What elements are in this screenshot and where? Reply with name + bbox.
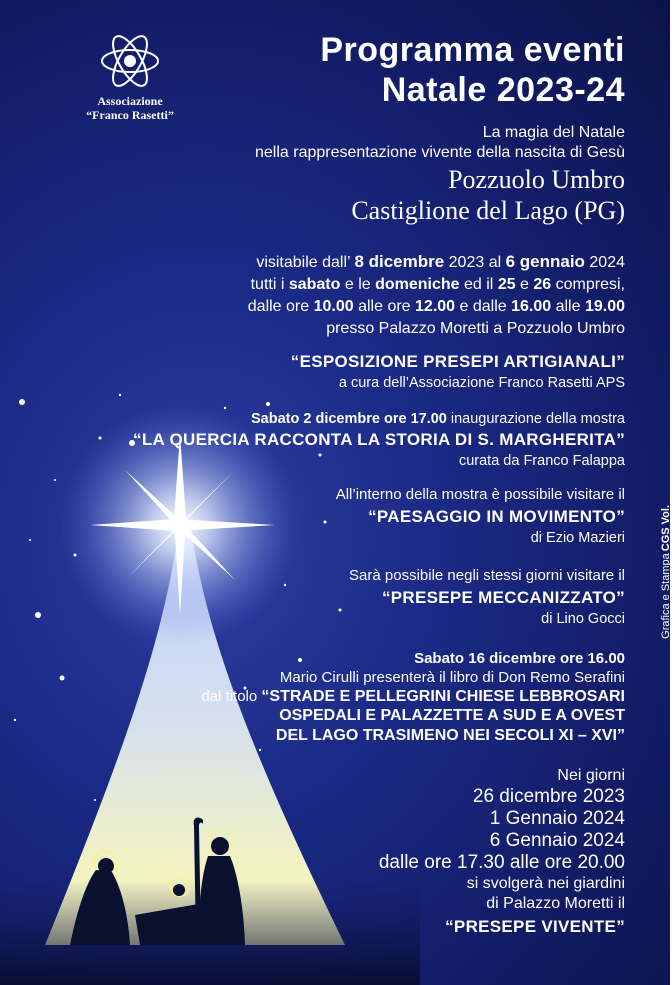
event4-line2a: dal titolo [201, 688, 262, 705]
credit-brand: CGS Vol. [660, 505, 672, 552]
event4-date: Sabato 16 dicembre ore 16.00 [414, 650, 625, 667]
event4-title-line2: OSPEDALI E PALAZZETTE A SUD E A OVEST [279, 707, 625, 724]
schedule-text: ed il [459, 276, 498, 293]
event5-date1: 26 dicembre 2023 [472, 786, 625, 807]
opening-schedule [248, 251, 625, 340]
schedule-bold: domeniche [375, 276, 460, 293]
exhibition-organizer: a cura dell’Associazione Franco Rasetti APS [338, 375, 625, 391]
event5-title: “PRESEPE VIVENTE” [445, 917, 625, 936]
event-book-presentation [201, 649, 625, 746]
start-date: 8 dicembre [354, 252, 445, 271]
print-credit [660, 505, 672, 639]
schedule-bold: 19.00 [584, 298, 625, 315]
schedule-text: alle [551, 298, 585, 315]
event1-date: Sabato 2 dicembre ore 17.00 [251, 411, 447, 427]
event2-title: “PAESAGGIO IN MOVIMENTO” [368, 507, 625, 526]
event3-intro: Sarà possibile negli stessi giorni visitare il [349, 567, 625, 584]
exhibition-block [291, 352, 625, 392]
event1-desc: inaugurazione della mostra [446, 411, 625, 427]
subtitle-line2: nella rappresentazione vivente della nascita di Gesù [254, 144, 625, 161]
logo-line1: Associazione [97, 94, 163, 108]
credit-text: Grafica e Stampa [660, 553, 672, 639]
event2-intro: All’interno della mostra è possibile visitare il [335, 486, 625, 503]
event3-title: “PRESEPE MECCANIZZATO” [381, 588, 625, 607]
schedule-text: 2024 [584, 254, 625, 271]
event1-title: “LA QUERCIA RACCONTA LA STORIA DI S. MARGHERITA” [133, 430, 625, 449]
schedule-bold: 25 [497, 276, 516, 293]
event5-hours: dalle ore 17.30 alle ore 20.00 [378, 852, 625, 873]
venue: presso Palazzo Moretti a Pozzuolo Umbro [326, 320, 625, 337]
event4-title-line1: “STRADE E PELLEGRINI CHIESE LEBBROSARI [261, 688, 625, 705]
schedule-bold: 26 [533, 276, 552, 293]
exhibition-title: “ESPOSIZIONE PRESEPI ARTIGIANALI” [290, 352, 625, 371]
event5-date3: 6 Gennaio 2024 [489, 830, 625, 851]
schedule-bold: 16.00 [511, 298, 552, 315]
schedule-bold: 12.00 [415, 298, 456, 315]
association-logo [80, 30, 180, 122]
location-line2: Castiglione del Lago (PG) [351, 196, 625, 225]
schedule-text: tutti i [250, 276, 289, 293]
title-line1: Programma eventi [320, 31, 625, 69]
title-line2: Natale 2023-24 [381, 71, 625, 109]
schedule-text: e [515, 276, 534, 293]
event-presepe-meccanizzato [349, 566, 625, 628]
subtitle-line1: La magia del Natale [482, 124, 625, 141]
schedule-bold: 10.00 [313, 298, 354, 315]
subtitle [255, 123, 625, 163]
event-inauguration [133, 410, 625, 470]
schedule-text: 2023 al [444, 254, 506, 271]
event1-curator: curata da Franco Falappa [458, 453, 625, 469]
schedule-text: visitabile dall’ [256, 254, 355, 271]
schedule-text: dalle ore [247, 298, 314, 315]
page-title [320, 30, 625, 110]
logo-line2: “Franco Rasetti” [86, 108, 174, 122]
event5-date2: 1 Gennaio 2024 [489, 808, 625, 829]
event3-author: di Lino Gocci [541, 611, 625, 627]
event5-intro: Nei giorni [557, 767, 625, 784]
end-date: 6 gennaio [505, 252, 585, 271]
event2-author: di Ezio Mazieri [530, 530, 625, 546]
schedule-text: e le [340, 276, 376, 293]
atom-logo-icon [97, 30, 163, 92]
schedule-bold: sabato [288, 276, 341, 293]
event5-line1: si svolgerà nei giardini [466, 875, 625, 892]
event-presepe-vivente [379, 766, 625, 937]
schedule-text: e dalle [455, 298, 512, 315]
event-paesaggio [336, 485, 625, 547]
schedule-text: alle ore [353, 298, 416, 315]
location-line1: Pozzuolo Umbro [448, 165, 625, 194]
event5-line2: di Palazzo Moretti il [486, 895, 625, 912]
location [351, 164, 625, 226]
schedule-text: compresi, [551, 276, 625, 293]
event4-title-line3: DEL LAGO TRASIMENO NEI SECOLI XI – XVI” [275, 727, 625, 744]
event4-line1: Mario Cirulli presenterà il libro di Don Remo Serafini [279, 669, 625, 686]
